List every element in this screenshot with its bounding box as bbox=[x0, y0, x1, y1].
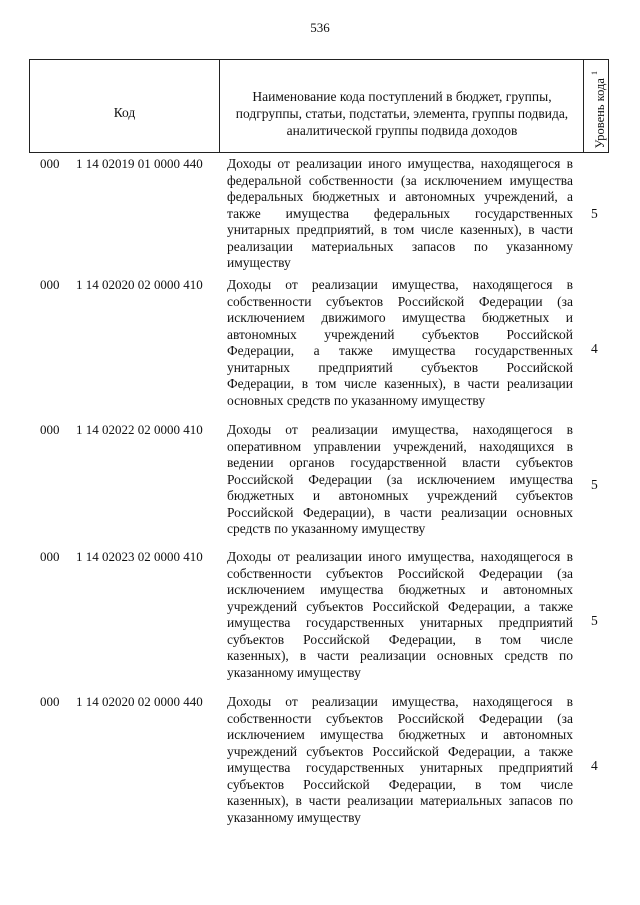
description-line: собственности субъектов Российской Федерации (за bbox=[227, 565, 573, 581]
admin-code: 000 bbox=[40, 549, 60, 564]
revenue-description bbox=[227, 694, 573, 826]
description-line: указанному имуществу bbox=[227, 664, 361, 680]
description-line: казенных), в части реализации основных средств по bbox=[227, 648, 573, 663]
admin-code: 000 bbox=[40, 277, 60, 292]
code-level: 5 bbox=[591, 477, 598, 492]
code-level: 5 bbox=[591, 206, 598, 221]
description-line: собственности субъектов Российской Федерации (за bbox=[227, 293, 573, 309]
admin-code: 000 bbox=[40, 156, 60, 171]
description-line: Доходы от реализации иного имущества, находящегося в bbox=[227, 156, 573, 171]
description-line: Российской Федерации (за исключением имущества bbox=[227, 471, 573, 487]
description-line: исключением имущества бюджетных и автономных bbox=[227, 582, 573, 597]
code-level: 4 bbox=[591, 758, 598, 773]
header-level-text bbox=[590, 71, 608, 149]
description-line: субъектов Российской Федерации, в том числе bbox=[227, 631, 573, 647]
admin-code: 000 bbox=[40, 422, 60, 437]
revenue-code: 1 14 02020 02 0000 410 bbox=[76, 277, 203, 292]
description-line: имущества государственных унитарных предприятий bbox=[227, 760, 573, 775]
description-line: исключением имущества бюджетных и автономных bbox=[227, 727, 573, 742]
revenue-code: 1 14 02020 02 0000 440 bbox=[76, 694, 203, 709]
description-line: федеральных бюджетных и автономных учреждений, а bbox=[227, 189, 573, 204]
revenue-description bbox=[227, 422, 573, 538]
description-line: реализации материальных запасов по указанному bbox=[227, 238, 573, 254]
header-name: Наименование кода поступлений в бюджет, группы, подгруппы, статьи, подстатьи, элемента, группы подвида, аналитической группы подвида доходов bbox=[235, 88, 569, 138]
description-line: унитарных предприятий субъектов Российской bbox=[227, 359, 573, 375]
description-line: собственности субъектов Российской Федерации (за bbox=[227, 710, 573, 726]
admin-code: 000 bbox=[40, 694, 60, 709]
revenue-code: 1 14 02022 02 0000 410 bbox=[76, 422, 203, 437]
code-level: 4 bbox=[591, 341, 598, 356]
description-line: Доходы от реализации имущества, находящегося в bbox=[227, 694, 573, 709]
description-line: имущества государственных унитарных предприятий bbox=[227, 615, 573, 630]
description-line: учреждений субъектов Российской Федерации, а также bbox=[227, 598, 573, 614]
description-line: основных средств по указанному имуществу bbox=[227, 392, 486, 408]
description-line: Федерации, в том числе казенных), в части реализации bbox=[227, 376, 573, 391]
description-line: Доходы от реализации имущества, находящегося в bbox=[227, 277, 573, 292]
description-line: средств по указанному имуществу bbox=[227, 521, 426, 536]
description-line: указанному имуществу bbox=[227, 809, 361, 825]
description-line: Федерации, а также имущества государственных bbox=[227, 343, 573, 358]
header-level-label: Уровень кода bbox=[593, 78, 608, 149]
description-line: бюджетных и автономных учреждений субъектов bbox=[227, 488, 573, 503]
description-line: Доходы от реализации иного имущества, находящегося в bbox=[227, 549, 573, 564]
description-line: Российской Федерации), в части реализации основных bbox=[227, 504, 573, 520]
description-line: унитарных предприятий, в том числе казенных), в части bbox=[227, 222, 573, 237]
revenue-code: 1 14 02023 02 0000 410 bbox=[76, 549, 203, 564]
description-line: ведении органов государственной власти субъектов bbox=[227, 455, 573, 470]
description-line: Доходы от реализации имущества, находящегося в bbox=[227, 422, 573, 437]
revenue-description bbox=[227, 549, 573, 681]
description-line: субъектов Российской Федерации, в том числе bbox=[227, 776, 573, 792]
page-number: 536 bbox=[310, 20, 330, 35]
revenue-code: 1 14 02019 01 0000 440 bbox=[76, 156, 203, 171]
header-level bbox=[584, 60, 609, 152]
header-level-footnote: 1 bbox=[590, 71, 599, 76]
table-header bbox=[29, 59, 609, 153]
header-divider bbox=[219, 60, 220, 152]
revenue-description bbox=[227, 277, 573, 409]
description-line: также имущества федеральных государственных bbox=[227, 205, 573, 221]
code-level: 5 bbox=[591, 613, 598, 628]
description-line: оперативном управлении учреждений, находящихся в bbox=[227, 438, 573, 454]
description-line: автономных учреждений субъектов Российской bbox=[227, 326, 573, 342]
header-code: Код bbox=[113, 105, 136, 120]
revenue-description bbox=[227, 156, 573, 272]
description-line: казенных), в части реализации материальных запасов по bbox=[227, 793, 573, 808]
description-line: имуществу bbox=[227, 255, 291, 270]
description-line: федеральной собственности (за исключением имущества bbox=[227, 172, 573, 188]
description-line: учреждений субъектов Российской Федерации, а также bbox=[227, 743, 573, 759]
description-line: исключением движимого имущества бюджетных и bbox=[227, 310, 573, 325]
